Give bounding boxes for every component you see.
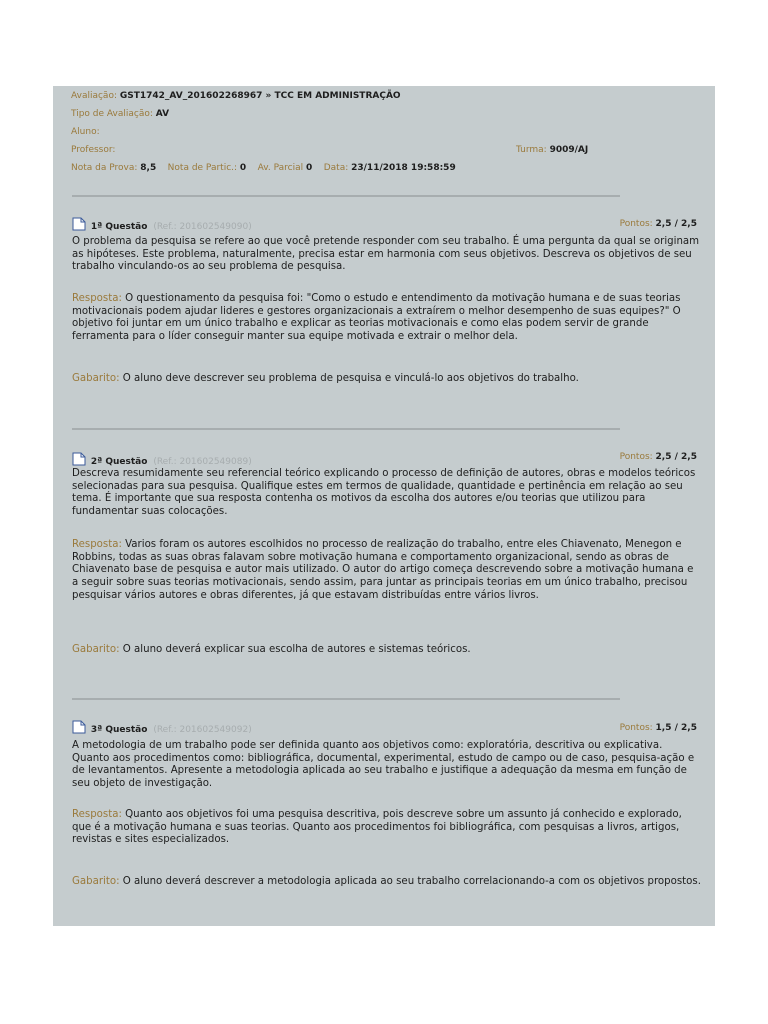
resposta-text: Varios foram os autores escolhidos no processo de realização do trabalho, entre eles Chiavenato, Menegon e Robbins, todas as suas obras falavam sobre motivação humana e comportamento organizacional, sendo as obras de Chiavenato base de pesquisa e autor mais utilizado. O autor do artigo começa descrevendo sobre a motivação humana e a seguir sobre suas teorias motivacionais, sendo assim, para juntar as principais teorias em um único trabalho, precisou pesquisar vários autores e obras diferentes, já que estavam distribuídas entre vários livros. xyxy=(72,539,694,601)
resposta-label: Resposta: xyxy=(72,539,122,550)
question-2-ref: (Ref.: 201602549089) xyxy=(153,457,252,467)
question-3-points xyxy=(620,722,697,734)
data-value: 23/11/2018 19:58:59 xyxy=(351,163,456,173)
nota-partic-value: 0 xyxy=(239,163,247,173)
points-value: 2,5 / 2,5 xyxy=(655,219,697,229)
resposta-text: O questionamento da pesquisa foi: "Como o estudo e entendimento da motivação humana e de suas teorias motivacionais podem ajudar lideres e gestores organizacionais a extraírem o melhor desempenho de suas equipes?" O objetivo foi juntar em um único trabalho e explicar as teorias motivacionais e como elas podem servir de grande ferramenta para o líder conseguir manter sua equipe motivada e extrair o melhor dela. xyxy=(72,293,681,343)
avaliacao-label: Avaliação: xyxy=(71,91,117,101)
tipo-row xyxy=(71,108,169,120)
avaliacao-value: GST1742_AV_201602268967 » TCC EM ADMINISTRAÇÃO xyxy=(119,91,401,101)
gabarito-label: Gabarito: xyxy=(72,373,120,384)
points-value: 2,5 / 2,5 xyxy=(655,452,697,462)
nota-partic-label: Nota de Partic.: xyxy=(167,163,238,173)
question-1-answer xyxy=(72,293,702,344)
question-1-header xyxy=(72,217,252,235)
turma-row xyxy=(516,144,588,156)
gabarito-label: Gabarito: xyxy=(72,876,120,887)
resposta-label: Resposta: xyxy=(72,293,122,304)
professor-row xyxy=(71,144,115,156)
nota-prova-label: Nota da Prova: xyxy=(71,163,138,173)
question-1-title: 1ª Questão xyxy=(90,222,148,232)
tipo-label: Tipo de Avaliação: xyxy=(71,109,153,119)
question-3-title: 3ª Questão xyxy=(90,725,148,735)
points-value: 1,5 / 2,5 xyxy=(655,723,697,733)
gabarito-text: O aluno deverá descrever a metodologia aplicada ao seu trabalho correlacionando-a com os objetivos propostos. xyxy=(122,876,701,887)
document-icon xyxy=(72,217,86,235)
avaliacao-row xyxy=(71,90,401,102)
turma-value: 9009/AJ xyxy=(549,145,589,155)
question-3-gabarito xyxy=(72,876,702,889)
resposta-text: Quanto aos objetivos foi uma pesquisa descritiva, pois descreve sobre um assunto já conhecido e explorado, que é a motivação humana e suas teorias. Quanto aos procedimentos foi bibliográfica, com pesquisas a livros, artigos, revistas e sites especializados. xyxy=(72,809,682,846)
points-label: Pontos: xyxy=(619,219,653,229)
evaluation-panel xyxy=(53,86,715,926)
turma-label: Turma: xyxy=(516,145,547,155)
question-1-gabarito xyxy=(72,373,702,386)
av-parcial-label: Av. Parcial xyxy=(257,163,304,173)
question-3-header xyxy=(72,720,252,738)
nota-prova-value: 8,5 xyxy=(140,163,157,173)
points-label: Pontos: xyxy=(619,452,653,462)
aluno-row xyxy=(71,126,100,138)
notas-row xyxy=(71,162,456,174)
question-1-points xyxy=(620,218,697,230)
question-3-ref: (Ref.: 201602549092) xyxy=(153,725,252,735)
points-label: Pontos: xyxy=(619,723,653,733)
question-2-text: Descreva resumidamente seu referencial teórico explicando o processo de definição de autores, obras e modelos teóricos selecionadas para sua pesquisa. Qualifique estes em termos de qualidade, quantidade e pertinência em relação ao seu tema. É importante que sua resposta contenha os motivos da escolha dos autores e/ou teorias que utilizou para fundamentar suas colocações. xyxy=(72,468,696,518)
gabarito-label: Gabarito: xyxy=(72,644,120,655)
divider xyxy=(72,698,620,700)
divider xyxy=(72,428,620,430)
gabarito-text: O aluno deve descrever seu problema de pesquisa e vinculá-lo aos objetivos do trabalho. xyxy=(122,373,579,384)
divider xyxy=(72,195,620,197)
question-2-title: 2ª Questão xyxy=(90,457,148,467)
professor-label: Professor: xyxy=(71,145,116,155)
gabarito-text: O aluno deverá explicar sua escolha de autores e sistemas teóricos. xyxy=(122,644,471,655)
av-parcial-value: 0 xyxy=(306,163,313,173)
data-label: Data: xyxy=(323,163,349,173)
question-3-text: A metodologia de um trabalho pode ser definida quanto aos objetivos como: exploratória, descritiva ou explicativa. Quanto aos procedimentos como: bibliográfica, documental, experimental, estudo de campo ou de caso, pesquisa-ação e de levantamentos. Apresente a metodologia aplicada ao seu trabalho e justifique a adequação da mesma em função de seu objeto de investigação. xyxy=(72,740,695,790)
question-3-answer xyxy=(72,809,702,847)
resposta-label: Resposta: xyxy=(72,809,122,820)
question-2-gabarito xyxy=(72,644,702,657)
question-1-text: O problema da pesquisa se refere ao que você pretende responder com seu trabalho. É uma pergunta da qual se originam as hipóteses. Este problema, naturalmente, precisa estar em harmonia com seus objetivos. Descreva os objetivos de seu trabalho vinculando-os ao seu problema de pesquisa. xyxy=(72,236,700,273)
question-1-ref: (Ref.: 201602549090) xyxy=(153,222,252,232)
aluno-label: Aluno: xyxy=(71,127,100,137)
question-2-answer xyxy=(72,539,702,603)
question-2-points xyxy=(620,451,697,463)
tipo-value: AV xyxy=(155,109,170,119)
document-icon xyxy=(72,720,86,738)
